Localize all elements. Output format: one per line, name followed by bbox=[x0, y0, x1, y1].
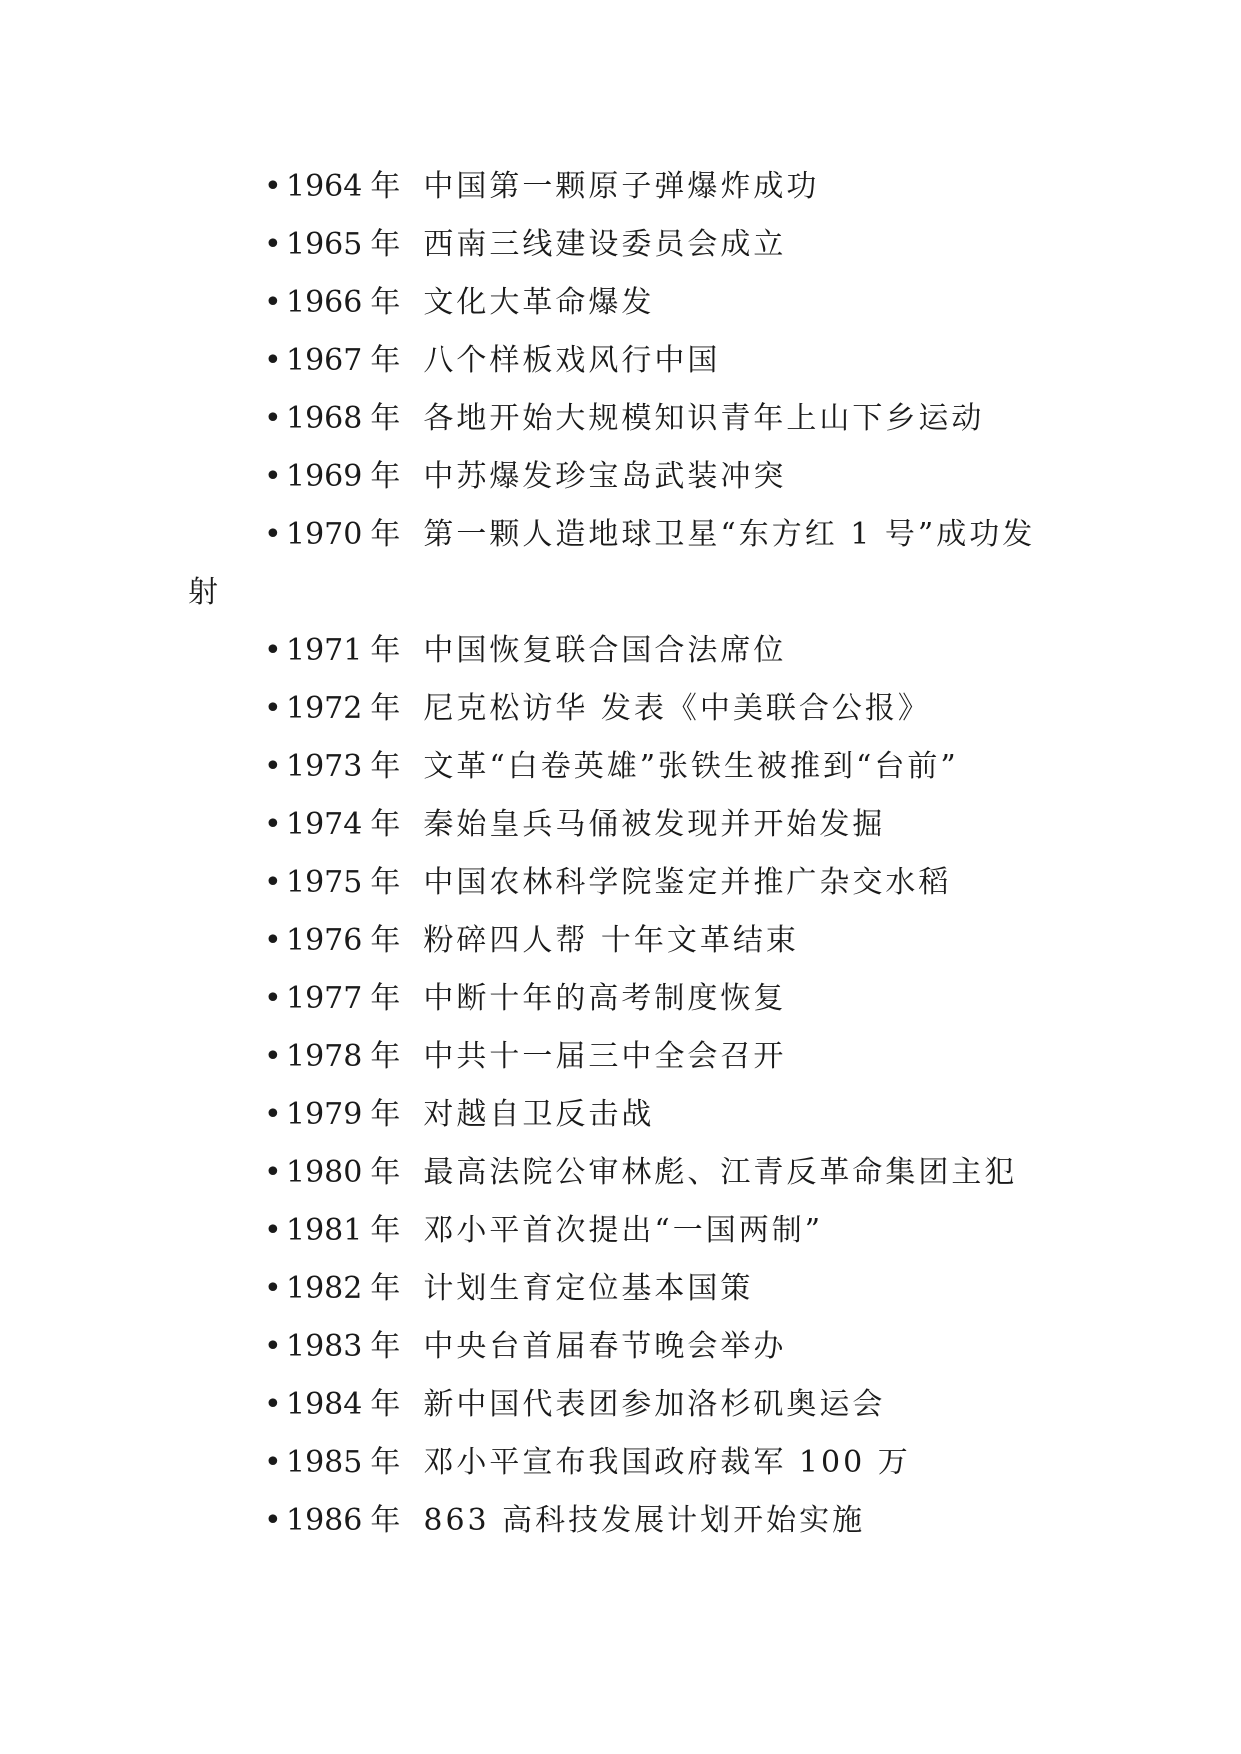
event-item bbox=[264, 1144, 1064, 1202]
event-description: 第一颗人造地球卫星“东方红 1 号”成功发 bbox=[423, 517, 1036, 552]
event-year: 1983 bbox=[286, 1329, 363, 1364]
bullet-icon: • bbox=[264, 749, 285, 784]
event-item bbox=[264, 622, 1064, 680]
event-item bbox=[264, 158, 1064, 216]
event-description: 中断十年的高考制度恢复 bbox=[423, 981, 787, 1016]
bullet-icon: • bbox=[264, 401, 285, 436]
event-item bbox=[264, 970, 1064, 1028]
event-year: 1968 bbox=[286, 401, 363, 436]
event-item bbox=[264, 854, 1064, 912]
bullet-icon: • bbox=[264, 923, 285, 958]
event-description: 中共十一届三中全会召开 bbox=[423, 1039, 787, 1074]
bullet-icon: • bbox=[264, 1155, 285, 1190]
year-suffix: 年 bbox=[370, 1271, 404, 1306]
event-description: 邓小平首次提出“一国两制” bbox=[423, 1213, 824, 1248]
event-description: 最高法院公审林彪、江青反革命集团主犯 bbox=[423, 1155, 1018, 1190]
event-description: 西南三线建设委员会成立 bbox=[423, 227, 787, 262]
event-description: 中央台首届春节晚会举办 bbox=[423, 1329, 787, 1364]
event-item bbox=[264, 506, 1064, 564]
event-year: 1978 bbox=[286, 1039, 363, 1074]
year-suffix: 年 bbox=[370, 401, 404, 436]
event-description: 文化大革命爆发 bbox=[423, 285, 655, 320]
bullet-icon: • bbox=[264, 865, 285, 900]
event-item bbox=[264, 1492, 1064, 1550]
event-year: 1986 bbox=[286, 1503, 363, 1538]
year-suffix: 年 bbox=[370, 227, 404, 262]
event-description: 邓小平宣布我国政府裁军 100 万 bbox=[423, 1445, 911, 1480]
bullet-icon: • bbox=[264, 1097, 285, 1132]
event-item bbox=[264, 680, 1064, 738]
event-item bbox=[264, 1260, 1064, 1318]
event-description: 秦始皇兵马俑被发现并开始发掘 bbox=[423, 807, 886, 842]
year-suffix: 年 bbox=[370, 749, 404, 784]
bullet-icon: • bbox=[264, 633, 285, 668]
year-suffix: 年 bbox=[370, 285, 404, 320]
event-description: 文革“白卷英雄”张铁生被推到“台前” bbox=[423, 749, 959, 784]
event-year: 1970 bbox=[286, 517, 363, 552]
year-suffix: 年 bbox=[370, 517, 404, 552]
event-year: 1977 bbox=[286, 981, 363, 1016]
year-suffix: 年 bbox=[370, 1097, 404, 1132]
bullet-icon: • bbox=[264, 1329, 285, 1364]
event-description: 粉碎四人帮 十年文革结束 bbox=[423, 923, 799, 958]
event-year: 1972 bbox=[286, 691, 363, 726]
event-year: 1973 bbox=[286, 749, 363, 784]
event-year: 1966 bbox=[286, 285, 363, 320]
event-description: 计划生育定位基本国策 bbox=[423, 1271, 754, 1306]
bullet-icon: • bbox=[264, 1271, 285, 1306]
event-item bbox=[264, 332, 1064, 390]
event-item bbox=[264, 738, 1064, 796]
event-description: 中国农林科学院鉴定并推广杂交水稻 bbox=[423, 865, 952, 900]
event-item bbox=[264, 1086, 1064, 1144]
event-description: 八个样板戏风行中国 bbox=[423, 343, 721, 378]
event-year: 1984 bbox=[286, 1387, 363, 1422]
year-suffix: 年 bbox=[370, 343, 404, 378]
year-suffix: 年 bbox=[370, 1329, 404, 1364]
event-year: 1975 bbox=[286, 865, 363, 900]
event-year: 1974 bbox=[286, 807, 363, 842]
year-suffix: 年 bbox=[370, 865, 404, 900]
event-description: 中苏爆发珍宝岛武装冲突 bbox=[423, 459, 787, 494]
event-description: 863 高科技发展计划开始实施 bbox=[423, 1503, 866, 1538]
event-item bbox=[264, 1434, 1064, 1492]
event-year: 1967 bbox=[286, 343, 363, 378]
year-suffix: 年 bbox=[370, 807, 404, 842]
bullet-icon: • bbox=[264, 981, 285, 1016]
event-item bbox=[264, 390, 1064, 448]
bullet-icon: • bbox=[264, 1445, 285, 1480]
event-item bbox=[264, 1376, 1064, 1434]
year-suffix: 年 bbox=[370, 1445, 404, 1480]
year-suffix: 年 bbox=[370, 169, 404, 204]
event-description: 各地开始大规模知识青年上山下乡运动 bbox=[423, 401, 985, 436]
event-year: 1971 bbox=[286, 633, 363, 668]
bullet-icon: • bbox=[264, 343, 285, 378]
event-year: 1976 bbox=[286, 923, 363, 958]
bullet-icon: • bbox=[264, 807, 285, 842]
year-suffix: 年 bbox=[370, 1155, 404, 1190]
year-suffix: 年 bbox=[370, 981, 404, 1016]
bullet-icon: • bbox=[264, 1387, 285, 1422]
event-year: 1969 bbox=[286, 459, 363, 494]
year-suffix: 年 bbox=[370, 459, 404, 494]
bullet-icon: • bbox=[264, 459, 285, 494]
event-year: 1979 bbox=[286, 1097, 363, 1132]
year-suffix: 年 bbox=[370, 1039, 404, 1074]
bullet-icon: • bbox=[264, 1039, 285, 1074]
bullet-icon: • bbox=[264, 285, 285, 320]
year-suffix: 年 bbox=[370, 633, 404, 668]
event-year: 1982 bbox=[286, 1271, 363, 1306]
event-year: 1985 bbox=[286, 1445, 363, 1480]
event-timeline-list bbox=[188, 158, 1064, 1550]
event-year: 1981 bbox=[286, 1213, 363, 1248]
bullet-icon: • bbox=[264, 1213, 285, 1248]
year-suffix: 年 bbox=[370, 691, 404, 726]
event-year: 1965 bbox=[286, 227, 363, 262]
bullet-icon: • bbox=[264, 517, 285, 552]
year-suffix: 年 bbox=[370, 1213, 404, 1248]
bullet-icon: • bbox=[264, 1503, 285, 1538]
year-suffix: 年 bbox=[370, 1503, 404, 1538]
event-item bbox=[264, 796, 1064, 854]
year-suffix: 年 bbox=[370, 923, 404, 958]
event-item bbox=[264, 1028, 1064, 1086]
event-item bbox=[264, 1202, 1064, 1260]
event-year: 1980 bbox=[286, 1155, 363, 1190]
bullet-icon: • bbox=[264, 169, 285, 204]
event-item bbox=[264, 448, 1064, 506]
bullet-icon: • bbox=[264, 227, 285, 262]
event-year: 1964 bbox=[286, 169, 363, 204]
event-description: 对越自卫反击战 bbox=[423, 1097, 655, 1132]
event-description: 新中国代表团参加洛杉矶奥运会 bbox=[423, 1387, 886, 1422]
event-item bbox=[264, 274, 1064, 332]
year-suffix: 年 bbox=[370, 1387, 404, 1422]
event-description: 中国恢复联合国合法席位 bbox=[423, 633, 787, 668]
event-item bbox=[264, 216, 1064, 274]
event-description: 尼克松访华 发表《中美联合公报》 bbox=[423, 691, 931, 726]
event-item bbox=[264, 912, 1064, 970]
event-item bbox=[264, 1318, 1064, 1376]
event-description-continuation: 射 bbox=[188, 575, 221, 610]
event-description: 中国第一颗原子弹爆炸成功 bbox=[423, 169, 820, 204]
bullet-icon: • bbox=[264, 691, 285, 726]
